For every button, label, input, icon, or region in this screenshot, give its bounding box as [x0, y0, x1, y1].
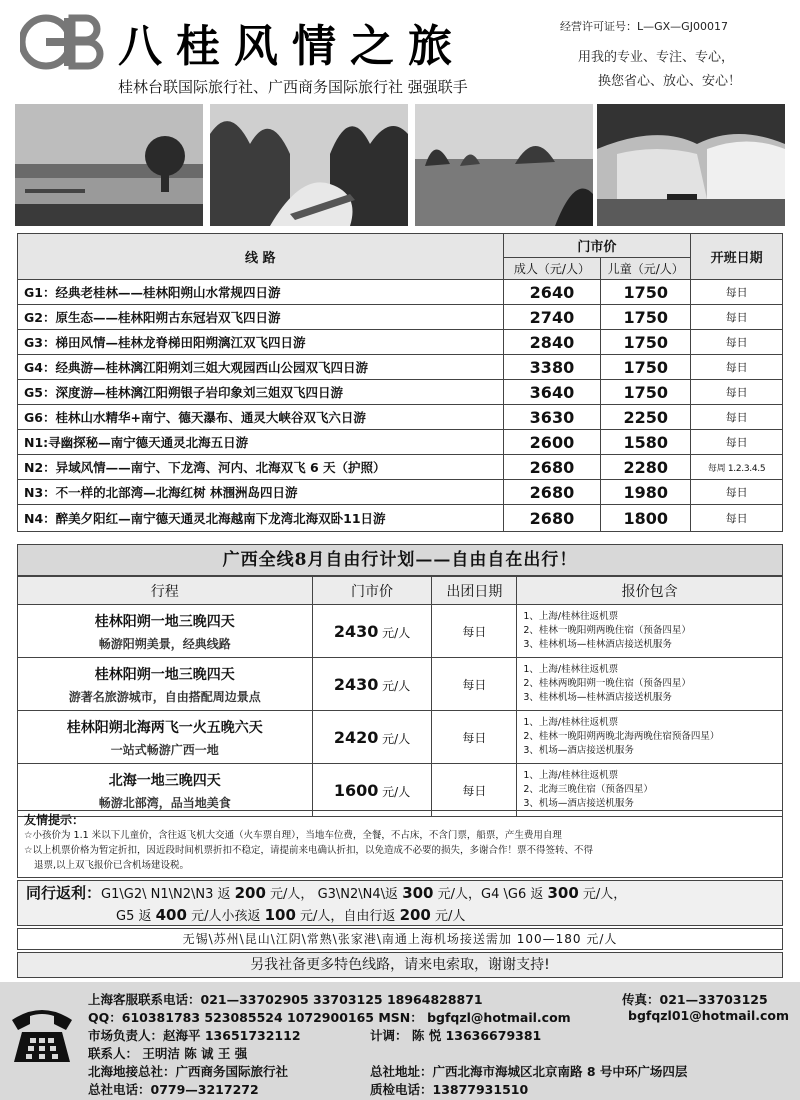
package-cell: [18, 764, 313, 817]
free-travel-banner: 广西全线8月自由行计划——自由自在出行！: [17, 544, 783, 576]
telephone-icon: [8, 1002, 76, 1066]
photo-strip: [15, 104, 785, 226]
airport-pickup-note: 无锡\苏州\昆山\江阴\常熟\张家港\南通上海机场接送需加 100—180 元/人: [17, 928, 783, 950]
schedule: 每日: [691, 480, 783, 505]
header-route: 线 路: [18, 234, 504, 280]
adult-price: 3640: [503, 380, 601, 405]
package-subtitle: 一站式畅游广西一地: [110, 742, 219, 757]
package-includes: 1、上海/桂林往返机票 2、桂林一晚阳朔两晚北海两晚住宿预备四星） 3、机场—酒店接送机服务: [517, 711, 783, 764]
adult-price: 2640: [503, 280, 601, 305]
agency-subtitle: 桂林台联国际旅行社、广西商务国际旅行社 强强联手: [118, 78, 468, 96]
table-row: [18, 605, 783, 658]
child-price: 1750: [601, 305, 691, 330]
package-price: 2430 元/人: [312, 658, 432, 711]
route-name: N3：不一样的北部湾—北海红树 林涠洲岛四日游: [18, 480, 504, 505]
package-date: 每日: [432, 658, 517, 711]
package-title: 桂林阳朔一地三晚四天: [94, 666, 235, 683]
child-price: 1800: [601, 505, 691, 532]
gb-logo-icon: [20, 12, 106, 72]
child-price: 1750: [601, 330, 691, 355]
logo-text: GB: [20, 12, 22, 13]
table-row: [18, 280, 783, 305]
schedule: 每日: [691, 280, 783, 305]
header-depart-date: 出团日期: [432, 577, 517, 605]
package-title: 北海一地三晚四天: [108, 772, 221, 789]
schedule: 每日: [691, 330, 783, 355]
service-tel: 上海客服联系电话：021—33702905 33703125 18964828871: [88, 992, 483, 1007]
hq-tel: 总社电话：0779—3217272: [88, 1082, 259, 1097]
package-subtitle: 畅游北部湾，品当地美食: [98, 795, 231, 810]
child-price: 1750: [601, 380, 691, 405]
slogan-line-2: 换您省心、放心、安心！: [598, 74, 742, 89]
schedule: 每日: [691, 505, 783, 532]
package-cell: [18, 658, 313, 711]
package-title: 桂林阳朔一地三晚四天: [94, 613, 235, 630]
table-row: [18, 658, 783, 711]
header-schedule: 开班日期: [691, 234, 783, 280]
license-number: 经营许可证号：L—GX—GJ00017: [560, 20, 728, 33]
header-adult: 成人（元/人）: [503, 258, 601, 280]
package-cell: [18, 711, 313, 764]
tips-title: 友情提示：: [24, 813, 85, 827]
table-row: [18, 455, 783, 480]
package-subtitle: 游著名旅游城市，自由搭配周边景点: [68, 689, 261, 704]
schedule: 每日: [691, 405, 783, 430]
package-subtitle: 畅游阳朔美景，经典线路: [98, 636, 231, 651]
email-2: bgfqzl01@hotmail.com: [628, 1008, 789, 1023]
route-name: G2：原生态——桂林阳朔古东冠岩双飞四日游: [18, 305, 504, 330]
table-row: [18, 380, 783, 405]
schedule: 每日: [691, 430, 783, 455]
contacts: 联系人： 王明洁 陈 诚 王 强: [88, 1046, 248, 1061]
schedule: 每日: [691, 305, 783, 330]
hq-agency: 北海地接总社：广西商务国际旅行社: [88, 1064, 289, 1079]
package-includes: 1、上海/桂林往返机票 2、桂林一晚阳朔两晚住宿（预备四星） 3、桂林机场—桂林酒店接送机服务: [517, 605, 783, 658]
table-row: [18, 405, 783, 430]
package-includes: 1、上海/桂林往返机票 2、北海三晚住宿（预备四星） 3、机场—酒店接送机服务: [517, 764, 783, 817]
package-includes: 1、上海/桂林往返机票 2、桂林两晚阳朔一晚住宿（预备四星） 3、桂林机场—桂林酒店接送机服务: [517, 658, 783, 711]
contact-footer: [0, 982, 800, 1100]
child-price: 1980: [601, 480, 691, 505]
adult-price: 2840: [503, 330, 601, 355]
package-price: 2420 元/人: [312, 711, 432, 764]
child-price: 1580: [601, 430, 691, 455]
schedule: 每周 1.2.3.4.5: [691, 455, 783, 480]
table-row: [18, 764, 783, 817]
header: [0, 0, 800, 100]
adult-price: 2680: [503, 455, 601, 480]
tips-line: 退票,以上双飞报价已含机场建设税。: [34, 860, 190, 871]
package-cell: [18, 605, 313, 658]
child-price: 1750: [601, 355, 691, 380]
route-name: G4：经典游—桂林漓江阳朔刘三姐大观园西山公园双飞四日游: [18, 355, 504, 380]
adult-price: 2740: [503, 305, 601, 330]
free-travel-table: [17, 576, 783, 817]
adult-price: 2600: [503, 430, 601, 455]
more-routes-note: 另我社备更多特色线路，请来电索取，谢谢支持!: [17, 952, 783, 978]
route-name: N2：异域风情——南宁、下龙湾、河内、北海双飞 6 天（护照）: [18, 455, 504, 480]
brand-title: 八桂风情之旅: [118, 21, 466, 72]
qq-msn: QQ：610381783 523085524 1072900165 MSN： bgfqzl@hotmail.com: [88, 1010, 571, 1025]
package-price: 1600 元/人: [312, 764, 432, 817]
fax: 传真：021—33703125: [622, 992, 768, 1007]
route-name: N1:寻幽探秘—南宁德天通灵北海五日游: [18, 430, 504, 455]
qc-tel: 质检电话：13877931510: [370, 1082, 529, 1097]
package-date: 每日: [432, 711, 517, 764]
package-date: 每日: [432, 605, 517, 658]
package-date: 每日: [432, 764, 517, 817]
adult-price: 3380: [503, 355, 601, 380]
route-name: G1：经典老桂林——桂林阳朔山水常规四日游: [18, 280, 504, 305]
route-name: N4：醉美夕阳红—南宁德天通灵北海越南下龙湾北海双卧11日游: [18, 505, 504, 532]
header-free-price: 门市价: [312, 577, 432, 605]
table-row: [18, 305, 783, 330]
table-row: [18, 711, 783, 764]
routes-table: [17, 233, 783, 532]
peer-rebate: 同行返利：G1\G2\ N1\N2\N3 返 200 元/人， G3\N2\N4\返 300 元/人，G4 \G6 返 300 元/人， G5 返 400 元/人小孩返 100 元/人，自由行返 200 元/人: [17, 880, 783, 926]
child-price: 1750: [601, 280, 691, 305]
photo-halong-bay: [415, 104, 593, 226]
photo-detian-waterfall: [597, 104, 785, 226]
route-name: G3：梯田风情—桂林龙脊梯田阳朔漓江双飞四日游: [18, 330, 504, 355]
adult-price: 2680: [503, 480, 601, 505]
table-row: [18, 330, 783, 355]
table-row: [18, 355, 783, 380]
schedule: 每日: [691, 380, 783, 405]
hq-address: 总社地址：广西北海市海城区北京南路 8 号中环广场四层: [370, 1064, 688, 1079]
photo-karst-river: [210, 104, 408, 226]
child-price: 2280: [601, 455, 691, 480]
schedule: 每日: [691, 355, 783, 380]
header-includes: 报价包含: [517, 577, 783, 605]
header-price: 门市价: [503, 234, 691, 258]
child-price: 2250: [601, 405, 691, 430]
adult-price: 3630: [503, 405, 601, 430]
friendly-tips: [17, 810, 783, 878]
table-row: [18, 430, 783, 455]
header-itinerary: 行程: [18, 577, 313, 605]
package-price: 2430 元/人: [312, 605, 432, 658]
header-child: 儿童（元/人）: [601, 258, 691, 280]
table-row: [18, 505, 783, 532]
planner: 计调： 陈 悦 13636679381: [370, 1028, 542, 1043]
slogan-line-1: 用我的专业、专注、专心，: [578, 50, 735, 65]
tips-line: ☆小孩价为 1.1 米以下儿童价，含往返飞机大交通（火车票自理），当地车位费，全餐，不占床，不含门票，船票，产生费用自理: [24, 830, 562, 841]
market-manager: 市场负责人：赵海平 13651732112: [88, 1028, 301, 1043]
table-row: [18, 480, 783, 505]
tips-line: ☆以上机票价格为暂定折扣，因近段时间机票折扣不稳定，请提前来电确认折扣，以免造成不必要的损失，多谢合作！票不得签转、不得: [24, 845, 594, 856]
route-name: G5：深度游—桂林漓江阳朔银子岩印象刘三姐双飞四日游: [18, 380, 504, 405]
package-title: 桂林阳朔北海两飞一火五晚六天: [66, 719, 263, 736]
photo-monument-plaza: [15, 104, 203, 226]
route-name: G6：桂林山水精华+南宁、德天瀑布、通灵大峡谷双飞六日游: [18, 405, 504, 430]
adult-price: 2680: [503, 505, 601, 532]
